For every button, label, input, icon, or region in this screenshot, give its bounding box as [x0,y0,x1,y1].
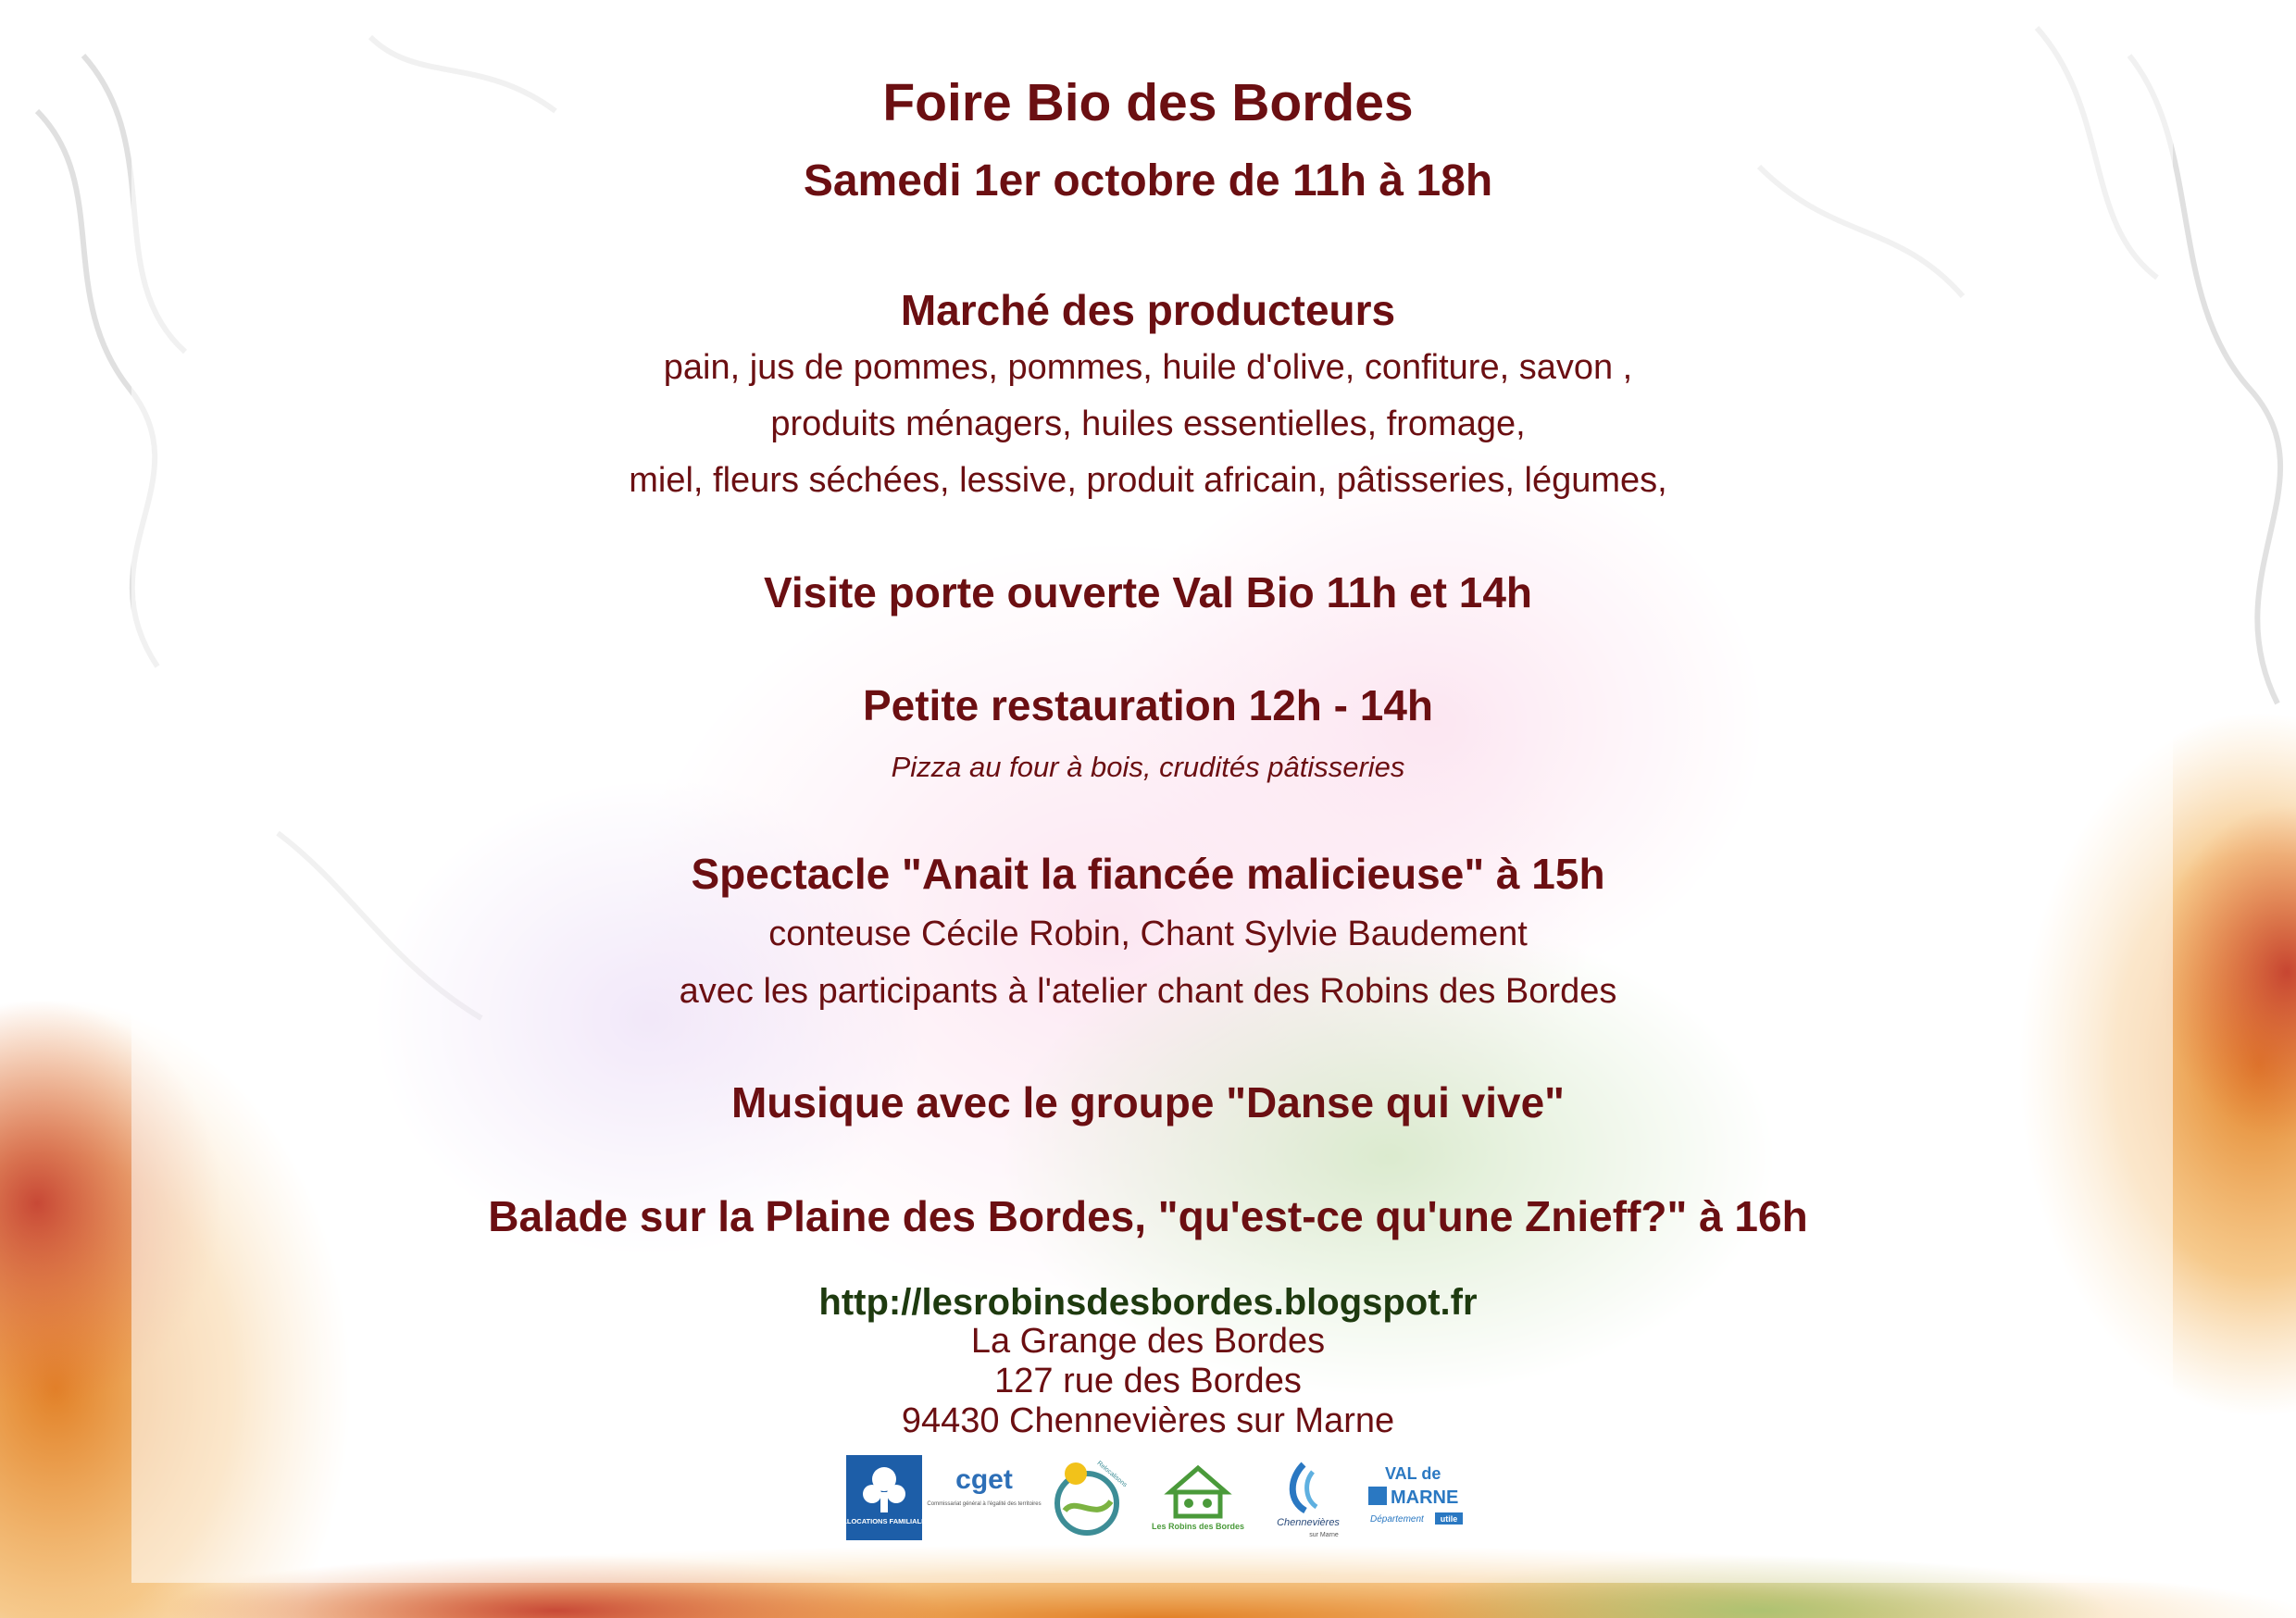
relocalisons-logo [1048,1455,1129,1540]
event-title: Foire Bio des Bordes [882,73,1414,132]
address-line: La Grange des Bordes [970,1322,1326,1361]
food-heading: Petite restauration 12h - 14h [862,681,1434,729]
address-line: 94430 Chennevières sur Marne [901,1401,1395,1440]
show-heading: Spectacle "Anait la fiancée malicieuse" à 15h [691,850,1605,898]
market-line: pain, jus de pommes, pommes, huile d'olive, confiture, savon , [663,348,1633,387]
music-heading: Musique avec le groupe "Danse qui vive" [730,1078,1565,1126]
chennevieres-subtitle: sur Marne [1309,1532,1339,1538]
walk-heading: Balade sur la Plaine des Bordes, "qu'est-ce qu'une Znieff?" à 16h [488,1192,1808,1240]
visit-heading: Visite porte ouverte Val Bio 11h et 14h [763,568,1533,616]
show-line: avec les participants à l'atelier chant des Robins des Bordes [679,972,1617,1011]
robins-logo [1152,1455,1244,1540]
chennevieres-label: Chennevières [1277,1517,1340,1528]
food-detail: Pizza au four à bois, crudités pâtisseries [891,751,1405,783]
cget-subtitle: Commissariat général à l'égalité des territoires [927,1501,1042,1507]
cget-logo [927,1455,1042,1540]
cget-label: cget [955,1464,1013,1495]
valdemarne-badge: utile [1440,1514,1458,1524]
caf-label: ALLOCATIONS FAMILIALES [837,1517,931,1525]
chennevieres-logo [1268,1455,1348,1540]
svg-text:ALLOCATIONS FAMILIALES [838,1517,930,1525]
address-line: 127 rue des Bordes [994,1362,1302,1400]
relocalisons-label: Relocalisons [1095,1460,1129,1489]
website-link[interactable]: http://lesrobinsdesbordes.blogspot.fr [818,1282,1478,1323]
valdemarne-top: VAL de [1385,1464,1441,1483]
valdemarne-logo [1366,1455,1468,1540]
market-line: produits ménagers, huiles essentielles, fromage, [770,404,1526,443]
caf-logo [837,1455,931,1540]
robins-label: Les Robins des Bordes [1151,1522,1245,1531]
event-date: Samedi 1er octobre de 11h à 18h [803,156,1493,205]
show-line: conteuse Cécile Robin, Chant Sylvie Baudement [768,915,1528,953]
valdemarne-subtitle: Département [1370,1514,1424,1525]
market-line: miel, fleurs séchées, lessive, produit africain, pâtisseries, légumes, [629,461,1667,500]
partner-logos [837,1455,1472,1540]
valdemarne-main: MARNE [1391,1487,1459,1508]
market-heading: Marché des producteurs [900,286,1396,334]
